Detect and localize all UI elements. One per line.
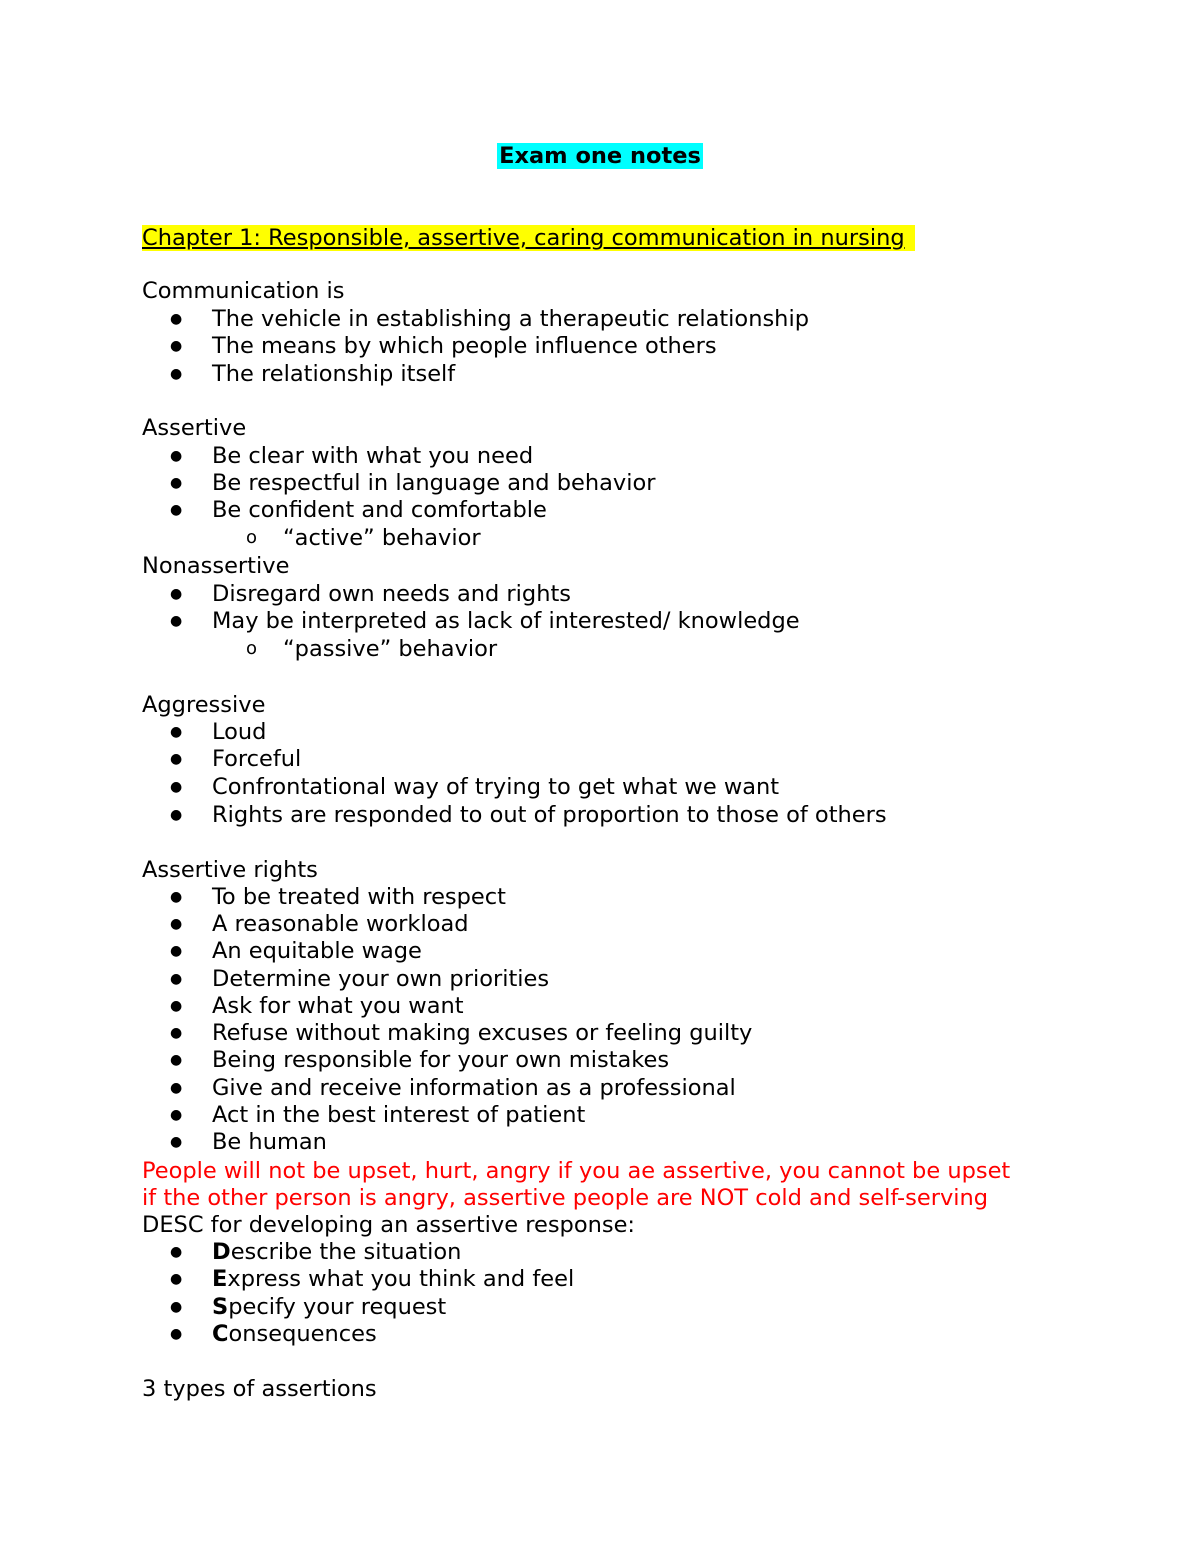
bullet-icon: ● bbox=[170, 1244, 183, 1260]
desc-rest: escribe the situation bbox=[230, 1239, 462, 1265]
list-item: Ask for what you want bbox=[212, 993, 464, 1019]
section-heading-communication: Communication is bbox=[142, 278, 345, 304]
section-heading-rights: Assertive rights bbox=[142, 857, 318, 883]
list-item: Refuse without making excuses or feeling guilty bbox=[212, 1020, 753, 1046]
section-heading-assertion-types: 3 types of assertions bbox=[142, 1376, 377, 1402]
bullet-icon: ● bbox=[170, 1025, 183, 1041]
list-item: Rights are responded to out of proportion to those of others bbox=[212, 802, 887, 828]
bullet-icon: ● bbox=[170, 448, 183, 464]
sub-list-item: “passive” behavior bbox=[283, 636, 498, 662]
bullet-icon: ● bbox=[170, 338, 183, 354]
document-title: Exam one notes bbox=[499, 143, 701, 169]
desc-rest: pecify your request bbox=[228, 1294, 447, 1320]
bullet-icon: ● bbox=[170, 1080, 183, 1096]
list-item: Be human bbox=[212, 1129, 327, 1155]
section-heading-desc: DESC for developing an assertive response: bbox=[142, 1212, 635, 1238]
bullet-icon: ● bbox=[170, 751, 183, 767]
bullet-icon: ● bbox=[170, 1107, 183, 1123]
list-item: Determine your own priorities bbox=[212, 966, 550, 992]
bullet-icon: ● bbox=[170, 613, 183, 629]
chapter-heading: Chapter 1: Responsible, assertive, caring communication in nursing bbox=[142, 223, 915, 253]
bullet-icon: ● bbox=[170, 1326, 183, 1342]
highlighted-note-line-2: if the other person is angry, assertive people are NOT cold and self-serving bbox=[142, 1185, 989, 1211]
list-item: Be clear with what you need bbox=[212, 443, 534, 469]
list-item: A reasonable workload bbox=[212, 911, 469, 937]
sub-list-item: “active” behavior bbox=[283, 525, 481, 551]
section-heading-nonassertive: Nonassertive bbox=[142, 553, 290, 579]
bullet-icon: ● bbox=[170, 502, 183, 518]
desc-item-consequences bbox=[212, 1320, 377, 1348]
bullet-icon: ● bbox=[170, 1299, 183, 1315]
bullet-icon: ● bbox=[170, 1134, 183, 1150]
list-item: Being responsible for your own mistakes bbox=[212, 1047, 670, 1073]
bullet-icon: ● bbox=[170, 1271, 183, 1287]
bullet-icon: ● bbox=[170, 366, 183, 382]
desc-rest: onsequences bbox=[228, 1321, 377, 1347]
highlighted-note-line-1: People will not be upset, hurt, angry if you ae assertive, you cannot be upset bbox=[142, 1158, 1011, 1184]
desc-initial: E bbox=[212, 1266, 228, 1292]
bullet-icon: ● bbox=[170, 971, 183, 987]
list-item: An equitable wage bbox=[212, 938, 422, 964]
bullet-icon: ● bbox=[170, 1052, 183, 1068]
desc-item-describe bbox=[212, 1238, 461, 1266]
list-item: Be confident and comfortable bbox=[212, 497, 547, 523]
bullet-icon: ● bbox=[170, 916, 183, 932]
sub-bullet-icon: o bbox=[246, 638, 258, 659]
bullet-icon: ● bbox=[170, 779, 183, 795]
list-item: May be interpreted as lack of interested/ knowledge bbox=[212, 608, 800, 634]
desc-initial: D bbox=[212, 1239, 231, 1265]
section-heading-aggressive: Aggressive bbox=[142, 692, 266, 718]
list-item: Give and receive information as a professional bbox=[212, 1075, 736, 1101]
list-item: To be treated with respect bbox=[212, 884, 506, 910]
list-item: Act in the best interest of patient bbox=[212, 1102, 586, 1128]
section-heading-assertive: Assertive bbox=[142, 415, 247, 441]
list-item: The relationship itself bbox=[212, 361, 456, 387]
list-item: The vehicle in establishing a therapeutic relationship bbox=[212, 306, 809, 332]
bullet-icon: ● bbox=[170, 807, 183, 823]
list-item: Disregard own needs and rights bbox=[212, 581, 572, 607]
bullet-icon: ● bbox=[170, 724, 183, 740]
bullet-icon: ● bbox=[170, 943, 183, 959]
list-item: Forceful bbox=[212, 746, 302, 772]
desc-item-specify bbox=[212, 1293, 446, 1321]
list-item: The means by which people influence others bbox=[212, 333, 717, 359]
bullet-icon: ● bbox=[170, 311, 183, 327]
desc-initial: S bbox=[212, 1294, 229, 1320]
list-item: Confrontational way of trying to get what we want bbox=[212, 774, 780, 800]
bullet-icon: ● bbox=[170, 889, 183, 905]
desc-initial: C bbox=[212, 1321, 229, 1347]
sub-bullet-icon: o bbox=[246, 527, 258, 548]
bullet-icon: ● bbox=[170, 586, 183, 602]
desc-rest: xpress what you think and feel bbox=[227, 1266, 575, 1292]
bullet-icon: ● bbox=[170, 998, 183, 1014]
desc-item-express bbox=[212, 1265, 574, 1293]
list-item: Loud bbox=[212, 719, 267, 745]
list-item: Be respectful in language and behavior bbox=[212, 470, 656, 496]
bullet-icon: ● bbox=[170, 475, 183, 491]
